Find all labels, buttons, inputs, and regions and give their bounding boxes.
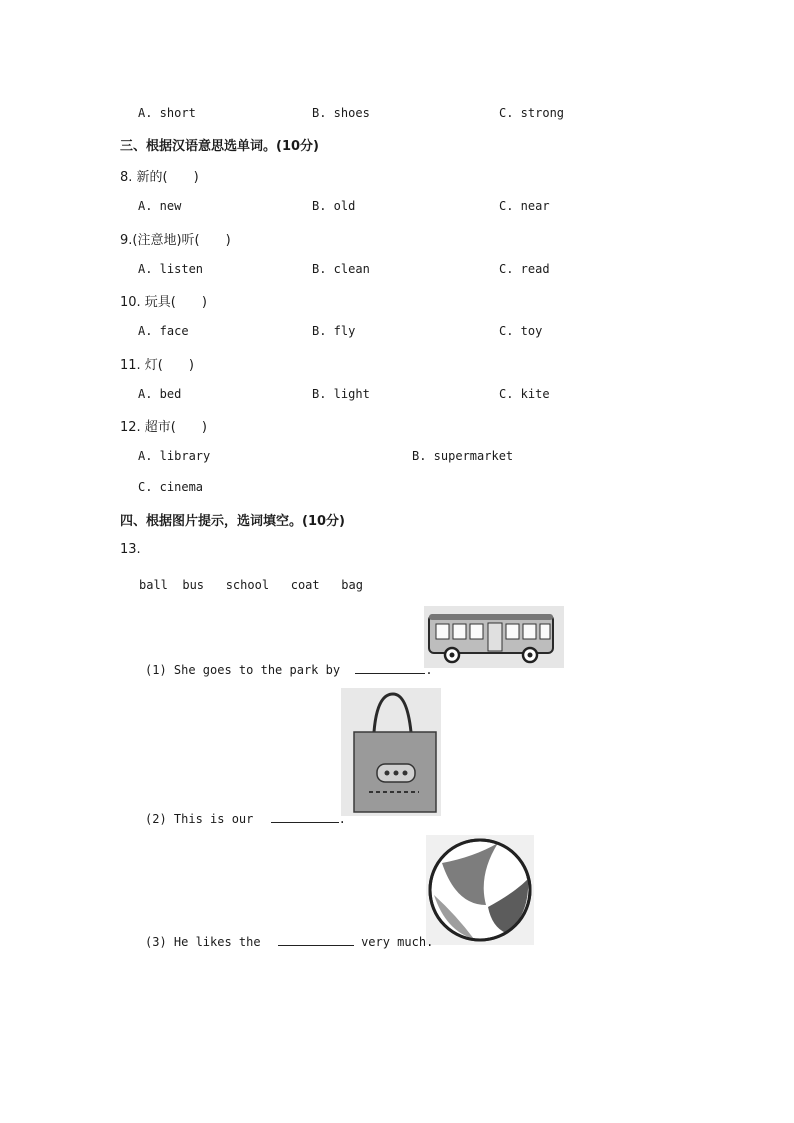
q8-option-c: C. near bbox=[499, 199, 550, 213]
q13-item-1-blank[interactable] bbox=[355, 661, 425, 674]
q13-item-2-suffix: . bbox=[338, 812, 346, 826]
q13-item-2-blank[interactable] bbox=[271, 810, 339, 823]
q12-stem: 12. 超市( ) bbox=[120, 420, 207, 435]
q13-item-3-suffix: very much. bbox=[361, 935, 434, 949]
q12-option-c: C. cinema bbox=[138, 480, 204, 494]
q13-item-1-suffix: . bbox=[425, 663, 433, 677]
q7-option-a: A. short bbox=[138, 106, 196, 120]
q7-option-c: C. strong bbox=[499, 106, 565, 120]
q9-option-a: A. listen bbox=[138, 262, 204, 276]
q10-option-b: B. fly bbox=[312, 324, 356, 338]
bag-picture bbox=[341, 688, 441, 816]
section3-title: 三、根据汉语意思选单词。(10分) bbox=[120, 139, 319, 154]
q9-option-b: B. clean bbox=[312, 262, 370, 276]
word-bank: ball bus school coat bag bbox=[139, 578, 363, 592]
q8-option-a: A. new bbox=[138, 199, 182, 213]
ball-picture bbox=[426, 835, 534, 945]
q13-item-2-text: (2) This is our bbox=[145, 812, 254, 826]
q9-stem: 9.(注意地)听( ) bbox=[120, 233, 231, 248]
q13-item-1-text: (1) She goes to the park by bbox=[145, 663, 341, 677]
q11-option-c: C. kite bbox=[499, 387, 550, 401]
q13-item-3-blank[interactable] bbox=[278, 933, 354, 946]
q12-option-b: B. supermarket bbox=[412, 449, 514, 463]
q7-option-b: B. shoes bbox=[312, 106, 370, 120]
section4-title: 四、根据图片提示，选词填空。(10分) bbox=[120, 514, 345, 529]
q11-stem: 11. 灯( ) bbox=[120, 358, 194, 373]
q12-option-a: A. library bbox=[138, 449, 211, 463]
bus-picture bbox=[424, 606, 564, 668]
q10-stem: 10. 玩具( ) bbox=[120, 295, 207, 310]
q10-option-a: A. face bbox=[138, 324, 189, 338]
q13-item-3 bbox=[145, 933, 433, 949]
q13-item-1 bbox=[145, 661, 433, 677]
q11-option-a: A. bed bbox=[138, 387, 182, 401]
q8-option-b: B. old bbox=[312, 199, 356, 213]
q13-item-3-text: (3) He likes the bbox=[145, 935, 261, 949]
q13-item-2 bbox=[145, 810, 346, 826]
q13-number: 13. bbox=[120, 542, 141, 557]
q8-stem: 8. 新的( ) bbox=[120, 170, 199, 185]
q11-option-b: B. light bbox=[312, 387, 370, 401]
q9-option-c: C. read bbox=[499, 262, 550, 276]
q10-option-c: C. toy bbox=[499, 324, 543, 338]
